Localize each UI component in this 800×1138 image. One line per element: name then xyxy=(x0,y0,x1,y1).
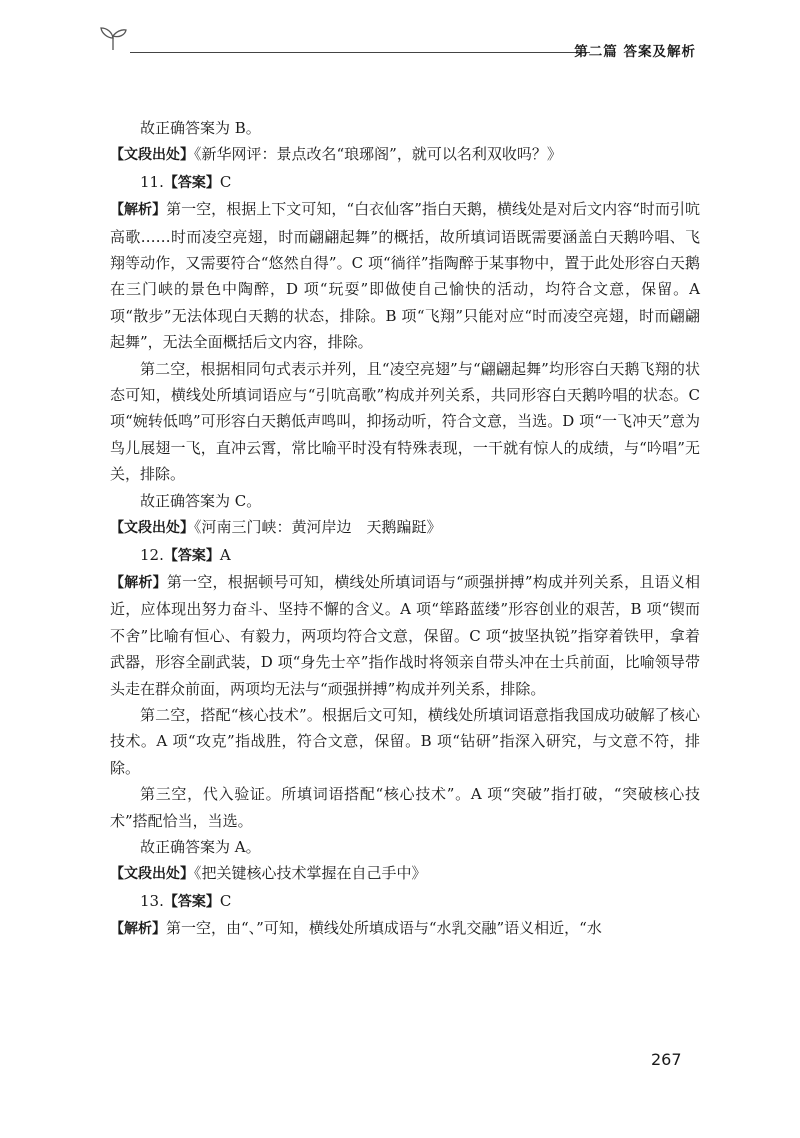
section-tag: 【答案】 xyxy=(163,174,220,191)
question-number: 13. xyxy=(140,891,164,910)
page-header xyxy=(96,22,706,62)
question-number: 11. xyxy=(140,172,164,191)
paragraph xyxy=(110,702,700,781)
paragraph xyxy=(110,196,700,355)
paragraph xyxy=(110,514,700,541)
page-number: 267 xyxy=(651,1050,682,1069)
section-tag: 【文段出处】 xyxy=(110,520,194,537)
sprout-icon xyxy=(96,22,130,52)
section-tag: 【文段出处】 xyxy=(110,866,194,883)
paragraph-text: 第一空，根据顿号可知，横线处所填词语与“顽强拼搏”构成并列关系，且语义相近，应体现出努力奋斗、坚持不懈的含义。A 项“筚路蓝缕”形容创业的艰苦，B 项“锲而不舍”比喻有恒心、有毅力，两项均符合文意，保留。C 项“披坚执锐”指穿着铁甲，拿着武器，形容全副武装，D 项“身先士卒”指作战时将领亲自带头冲在士兵前面，比喻领导带头走在群众前面，两项均无法与“顽强拼搏”构成并列关系，排除。 xyxy=(110,572,700,698)
section-tag: 【答案】 xyxy=(163,547,220,564)
paragraph xyxy=(110,860,700,887)
paragraph xyxy=(110,488,700,514)
section-title: 第二篇 答案及解析 xyxy=(574,44,696,60)
question-number: 12. xyxy=(140,545,164,564)
paragraph xyxy=(110,542,700,569)
paragraph-text: A xyxy=(219,545,231,564)
paragraph xyxy=(110,115,700,141)
paragraph-text: 《新华网评：景点改名“琅琊阁”，就可以名利双收吗？》 xyxy=(194,145,562,164)
answer-body xyxy=(110,115,700,943)
paragraph-text: C xyxy=(219,891,232,910)
paragraph xyxy=(110,834,700,860)
paragraph xyxy=(110,569,700,702)
paragraph-text: C xyxy=(219,172,232,191)
paragraph-text: 第二空，根据相同句式表示并列，且“凌空亮翅”与“翩翩起舞”均形容白天鹅飞翔的状态可知，横线处所填词语应与“引吭高歌”构成并列关系，共同形容白天鹅吟唱的状态。C 项“婉转低鸣”可形容白天鹅低声鸣叫，抑扬动听，符合文意，当选。D 项“一飞冲天”意为鸟儿展翅一飞，直冲云霄，常比喻平时没有特殊表现，一干就有惊人的成绩，与“吟唱”无关，排除。 xyxy=(110,359,700,484)
paragraph-text: 故正确答案为 C。 xyxy=(140,491,262,510)
paragraph xyxy=(110,888,700,915)
section-tag: 【解析】 xyxy=(110,921,166,938)
paragraph xyxy=(110,781,700,834)
section-tag: 【解析】 xyxy=(110,574,167,591)
paragraph-text: 《把关键核心技术掌握在自己手中》 xyxy=(194,864,427,883)
paragraph xyxy=(110,169,700,196)
paragraph-text: 第三空，代入验证。所填词语搭配“核心技术”。A 项“突破”指打破，“突破核心技术”搭配恰当，当选。 xyxy=(110,785,700,830)
section-tag: 【文段出处】 xyxy=(110,147,194,164)
header-rule xyxy=(130,52,590,53)
paragraph-text: 第一空，根据上下文可知，“白衣仙客”指白天鹅，横线处是对后文内容“时而引吭高歌……时而凌空亮翅，时而翩翩起舞”的概括，故所填词语既需要涵盖白天鹅吟唱、飞翔等动作，又需要符合“悠然自得”。C 项“徜徉”指陶醉于某事物中，置于此处形容白天鹅在三门峡的景色中陶醉，D 项“玩耍”即做使自己愉快的活动，均符合文意，保留。A 项“散步”无法体现白天鹅的状态，排除。B 项“飞翔”只能对应“时而凌空亮翅，时而翩翩起舞”，无法全面概括后文内容，排除。 xyxy=(110,200,701,352)
paragraph-text: 第一空，由“、”可知，横线处所填成语与“水乳交融”语义相近，“水 xyxy=(166,919,602,938)
paragraph-text: 《河南三门峡：黄河岸边 天鹅蹁跹》 xyxy=(194,518,442,537)
paragraph-text: 故正确答案为 B。 xyxy=(140,119,261,137)
paragraph xyxy=(110,356,700,488)
section-tag: 【答案】 xyxy=(163,893,220,910)
paragraph-text: 故正确答案为 A。 xyxy=(140,837,261,856)
section-tag: 【解析】 xyxy=(110,202,167,219)
paragraph-text: 第二空，搭配“核心技术”。根据后文可知，横线处所填词语意指我国成功破解了核心技术。A 项“攻克”指战胜，符合文意，保留。B 项“钻研”指深入研究，与文意不符，排除。 xyxy=(110,705,700,777)
paragraph xyxy=(110,915,700,942)
paragraph xyxy=(110,141,700,168)
